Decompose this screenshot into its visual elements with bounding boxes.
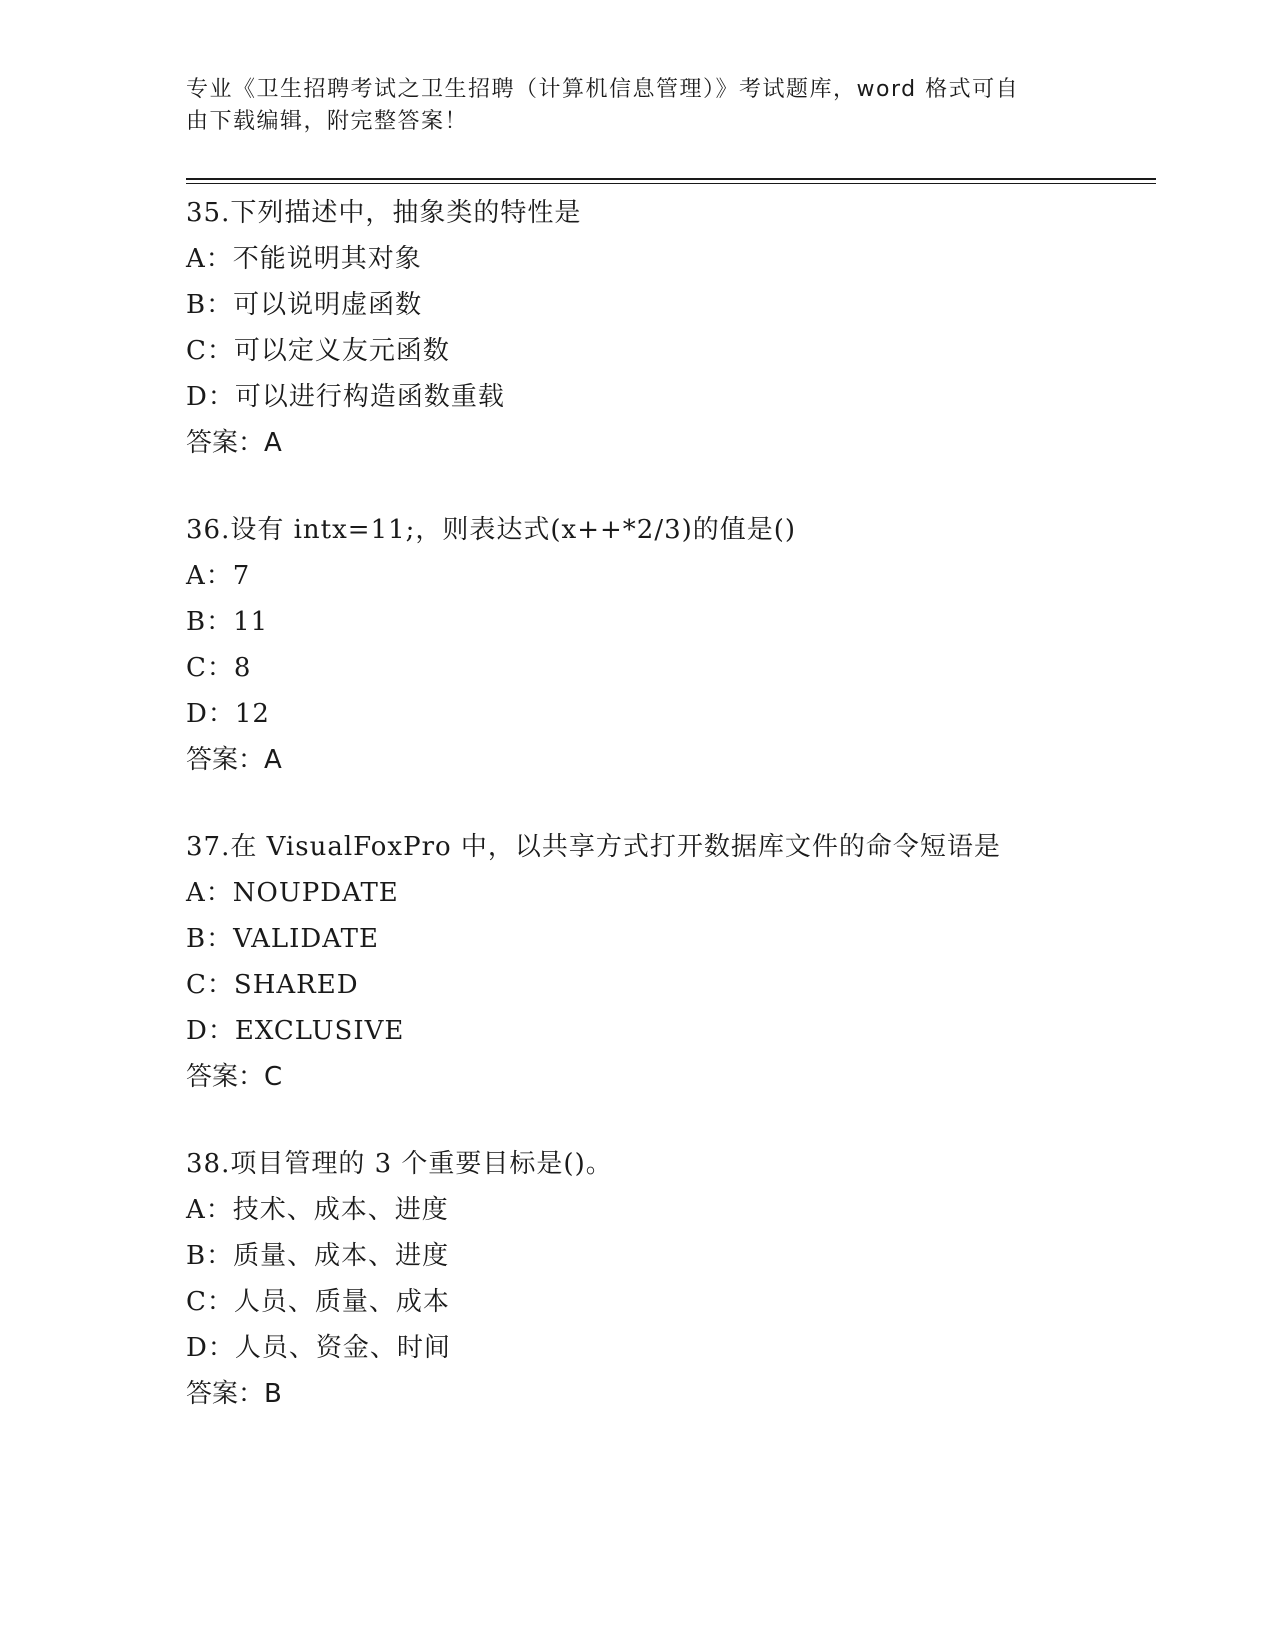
option-a: A：不能说明其对象 <box>186 244 422 274</box>
answer-line: 答案：A <box>186 428 282 458</box>
question-list <box>186 190 1146 1458</box>
question-37 <box>186 824 1146 1100</box>
option-d: D：EXCLUSIVE <box>186 1016 405 1046</box>
question-stem: 36.设有 intx=11;，则表达式(x++*2/3)的值是() <box>186 515 797 545</box>
option-d: D：人员、资金、时间 <box>186 1333 451 1363</box>
question-36 <box>186 507 1146 783</box>
option-c: C：人员、质量、成本 <box>186 1287 450 1317</box>
option-a: A：技术、成本、进度 <box>186 1195 449 1225</box>
header-divider-thin <box>186 183 1156 184</box>
answer-line: 答案：B <box>186 1379 282 1409</box>
question-stem: 35.下列描述中，抽象类的特性是 <box>186 198 582 228</box>
answer-line: 答案：A <box>186 745 282 775</box>
answer-line: 答案：C <box>186 1062 283 1092</box>
option-b: B：可以说明虚函数 <box>186 290 423 320</box>
document-header <box>186 74 1066 138</box>
option-d: D：12 <box>186 699 270 729</box>
option-b: B：11 <box>186 607 269 637</box>
option-c: C：SHARED <box>186 970 359 1000</box>
question-stem: 37.在 VisualFoxPro 中，以共享方式打开数据库文件的命令短语是 <box>186 832 1001 862</box>
header-divider-thick <box>186 178 1156 180</box>
option-b: B：质量、成本、进度 <box>186 1241 450 1271</box>
header-line-2: 由下载编辑，附完整答案！ <box>186 109 469 134</box>
option-a: A：7 <box>186 561 251 591</box>
option-d: D：可以进行构造函数重载 <box>186 382 505 412</box>
option-c: C：可以定义友元函数 <box>186 336 450 366</box>
option-b: B：VALIDATE <box>186 924 379 954</box>
header-line-1: 专业《卫生招聘考试之卫生招聘（计算机信息管理）》考试题库，word 格式可自 <box>186 77 1020 102</box>
question-35 <box>186 190 1146 466</box>
question-38 <box>186 1141 1146 1417</box>
option-c: C：8 <box>186 653 252 683</box>
question-stem: 38.项目管理的 3 个重要目标是()。 <box>186 1149 613 1179</box>
option-a: A：NOUPDATE <box>186 878 399 908</box>
